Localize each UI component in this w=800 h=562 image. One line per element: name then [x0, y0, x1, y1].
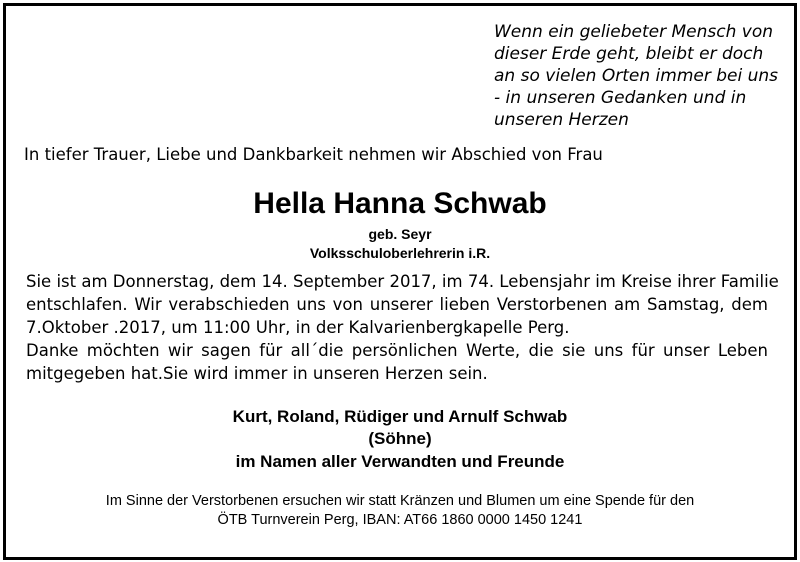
- body-line: Danke möchten wir sagen für all´die persönlichen Werte, die sie uns für unser Leben: [26, 341, 768, 360]
- quote-line: Wenn ein geliebeter Mensch von: [494, 22, 774, 42]
- body-line: 7.Oktober .2017, um 11:00 Uhr, in der Kalvarienbergkapelle Perg.: [26, 318, 570, 337]
- body-line: mitgegeben hat.Sie wird immer in unseren Herzen sein.: [26, 364, 488, 383]
- quote-line: unseren Herzen: [494, 110, 629, 130]
- donation-note: Im Sinne der Verstorbenen ersuchen wir statt Kränzen und Blumen um eine Spende für den: [105, 493, 695, 509]
- signature-family: im Namen aller Verwandten und Freunde: [235, 452, 565, 471]
- body-line: Sie ist am Donnerstag, dem 14. September 2017, im 74. Lebensjahr im Kreise ihrer Familie: [26, 272, 779, 291]
- quote-line: - in unseren Gedanken und in: [494, 88, 747, 108]
- signature-relation: (Söhne): [368, 429, 432, 448]
- intro-text: In tiefer Trauer, Liebe und Dankbarkeit nehmen wir Abschied von Frau: [24, 145, 603, 164]
- quote-line: an so vielen Orten immer bei uns: [494, 66, 779, 86]
- announcement-body: [26, 270, 779, 385]
- deceased-title: Volksschuloberlehrerin i.R.: [309, 245, 491, 261]
- quote-line: dieser Erde geht, bleibt er doch: [494, 44, 764, 64]
- maiden-name: geb. Seyr: [368, 226, 432, 242]
- signature-names: Kurt, Roland, Rüdiger und Arnulf Schwab: [232, 407, 568, 426]
- memorial-quote: [494, 21, 794, 131]
- donation-account: ÖTB Turnverein Perg, IBAN: AT66 1860 0000 1450 1241: [217, 512, 583, 528]
- deceased-name: Hella Hanna Schwab: [253, 187, 547, 220]
- body-line: entschlafen. Wir verabschieden uns von unserer lieben Verstorbenen am Samstag, dem: [26, 295, 768, 314]
